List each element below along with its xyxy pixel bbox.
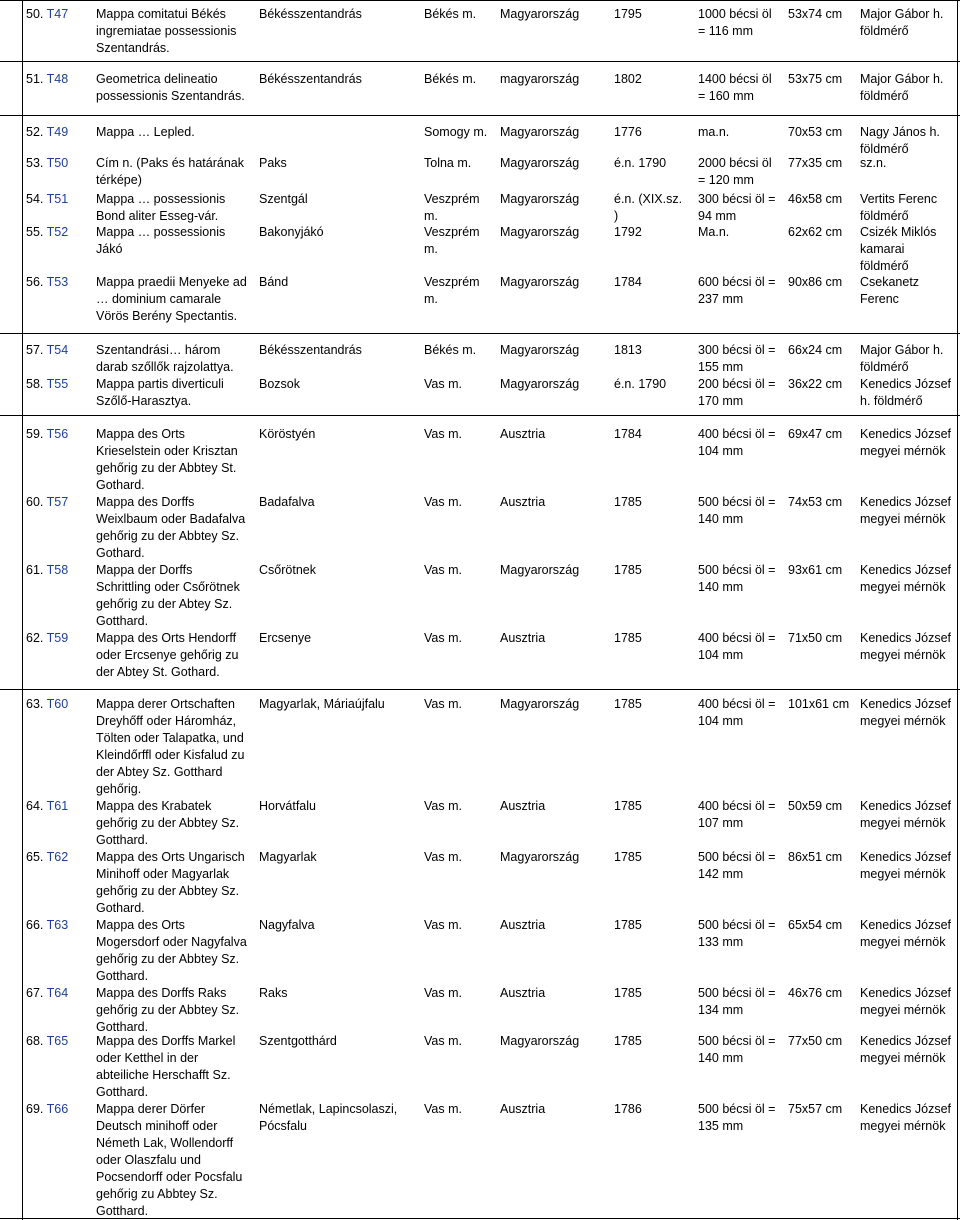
- cell-map-title: Mappa partis diverticuli Szőlő-Harasztya.: [96, 377, 224, 408]
- cell-year: 1802: [614, 72, 642, 86]
- cell-map-title: Mappa des Orts Hendorff oder Ercsenye gehőrig zu der Abtey St. Gothard.: [96, 631, 239, 679]
- cell-country: Magyarország: [500, 697, 580, 711]
- catalog-id: T62: [46, 850, 69, 864]
- cell-author: Kenedics József megyei mérnök: [860, 427, 952, 458]
- cell-scale: 500 bécsi öl = 142 mm: [698, 850, 776, 881]
- cell-country: Magyarország: [500, 343, 580, 357]
- cell-scale: 500 bécsi öl = 140 mm: [698, 1034, 776, 1065]
- catalog-id: T63: [46, 918, 69, 932]
- cell-map-size: 90x86 cm: [788, 275, 843, 289]
- cell-map-size: 53x74 cm: [788, 7, 843, 21]
- cell-place: Bánd: [259, 275, 289, 289]
- cell-year: 1785: [614, 986, 642, 1000]
- cell-map-title: Mappa derer Ortschaften Dreyhőff oder Háromház, Tölten oder Talapatka, und Kleindőrffl oder Kisfalud zu der Abtey Sz. Gotthard gehőrig.: [96, 697, 245, 796]
- cell-place: Nagyfalva: [259, 918, 315, 932]
- cell-place: Badafalva: [259, 495, 315, 509]
- cell-map-size: 66x24 cm: [788, 343, 843, 357]
- cell-year: 1792: [614, 225, 642, 239]
- catalog-id: T49: [46, 125, 69, 139]
- cell-county: Vas m.: [424, 1102, 462, 1116]
- cell-county: Vas m.: [424, 850, 462, 864]
- row-number: 62.: [26, 631, 44, 645]
- cell-place: Bozsok: [259, 377, 300, 391]
- cell-country: Ausztria: [500, 986, 546, 1000]
- cell-map-size: 70x53 cm: [788, 125, 843, 139]
- catalog-id: T55: [46, 377, 69, 391]
- cell-year: 1785: [614, 495, 642, 509]
- cell-author: Kenedics József megyei mérnök: [860, 1034, 952, 1065]
- cell-scale: 300 bécsi öl = 94 mm: [698, 192, 776, 223]
- cell-map-size: 65x54 cm: [788, 918, 843, 932]
- cell-number: [26, 274, 96, 291]
- cell-scale: 400 bécsi öl = 104 mm: [698, 427, 776, 458]
- cell-county: Békés m.: [424, 7, 477, 21]
- row-number: 54.: [26, 192, 44, 206]
- cell-year: 1785: [614, 563, 642, 577]
- cell-number: [26, 426, 96, 443]
- cell-year: 1785: [614, 850, 642, 864]
- cell-author: Major Gábor h. földmérő: [860, 343, 944, 374]
- cell-country: Ausztria: [500, 1102, 546, 1116]
- cell-map-size: 69x47 cm: [788, 427, 843, 441]
- cell-scale: 500 bécsi öl = 134 mm: [698, 986, 776, 1017]
- row-number: 58.: [26, 377, 44, 391]
- cell-county: Békés m.: [424, 72, 477, 86]
- row-number: 51.: [26, 72, 44, 86]
- cell-map-title: Mappa comitatui Békés ingremiatae possessionis Szentandrás.: [96, 7, 237, 55]
- cell-author: Csizék Miklós kamarai földmérő: [860, 225, 937, 273]
- cell-place: Paks: [259, 156, 287, 170]
- cell-place: Raks: [259, 986, 288, 1000]
- cell-scale: 500 bécsi öl = 140 mm: [698, 563, 776, 594]
- cell-county: Somogy m.: [424, 125, 488, 139]
- cell-country: Magyarország: [500, 1034, 580, 1048]
- catalog-id: T48: [46, 72, 69, 86]
- cell-map-title: Mappa des Krabatek gehőrig zu der Abbtey Sz. Gotthard.: [96, 799, 240, 847]
- cell-author: Kenedics József megyei mérnök: [860, 850, 952, 881]
- row-number: 69.: [26, 1102, 44, 1116]
- cell-author: sz.n.: [860, 156, 887, 170]
- cell-map-size: 93x61 cm: [788, 563, 843, 577]
- cell-country: Magyarország: [500, 156, 580, 170]
- cell-year: 1785: [614, 799, 642, 813]
- cell-county: Veszprém m.: [424, 275, 480, 306]
- cell-year: é.n. (XIX.sz. ): [614, 192, 683, 223]
- cell-map-title: Mappa des Dorffs Raks gehőrig zu der Abbtey Sz. Gotthard.: [96, 986, 240, 1034]
- cell-county: Vas m.: [424, 1034, 462, 1048]
- cell-number: [26, 224, 96, 241]
- cell-country: Ausztria: [500, 631, 546, 645]
- cell-place: Bakonyjákó: [259, 225, 324, 239]
- cell-map-size: 77x35 cm: [788, 156, 843, 170]
- cell-country: Magyarország: [500, 192, 580, 206]
- cell-county: Vas m.: [424, 918, 462, 932]
- cell-map-title: Mappa des Orts Ungarisch Minihoff oder Magyarlak gehőrig zu der Abbtey Sz. Gothard.: [96, 850, 245, 915]
- cell-author: Kenedics József h. földmérő: [860, 377, 952, 408]
- cell-county: Tolna m.: [424, 156, 472, 170]
- table-border-top: [0, 0, 960, 1]
- row-number: 50.: [26, 7, 44, 21]
- cell-number: [26, 630, 96, 647]
- cell-scale: 1400 bécsi öl = 160 mm: [698, 72, 772, 103]
- row-number: 53.: [26, 156, 44, 170]
- cell-year: 1784: [614, 427, 642, 441]
- cell-number: [26, 71, 96, 88]
- cell-scale: 500 bécsi öl = 135 mm: [698, 1102, 776, 1133]
- cell-number: [26, 917, 96, 934]
- cell-place: Németlak, Lapincsolaszi, Pócsfalu: [259, 1102, 398, 1133]
- cell-number: [26, 155, 96, 172]
- cell-year: 1795: [614, 7, 642, 21]
- row-number: 56.: [26, 275, 44, 289]
- row-number: 60.: [26, 495, 44, 509]
- row-number: 61.: [26, 563, 44, 577]
- cell-map-title: Mappa … Lepled.: [96, 125, 195, 139]
- cell-place: Békésszentandrás: [259, 72, 362, 86]
- cell-country: Magyarország: [500, 563, 580, 577]
- cell-author: Vertits Ferenc földmérő: [860, 192, 938, 223]
- cell-map-title: Mappa praedii Menyeke ad … dominium camarale Vörös Berény Spectantis.: [96, 275, 247, 323]
- cell-county: Vas m.: [424, 427, 462, 441]
- cell-place: Horvátfalu: [259, 799, 316, 813]
- cell-map-title: Mappa … possessionis Jákó: [96, 225, 226, 256]
- cell-country: Magyarország: [500, 377, 580, 391]
- cell-number: [26, 696, 96, 713]
- cell-county: Vas m.: [424, 631, 462, 645]
- cell-place: Szentgotthárd: [259, 1034, 337, 1048]
- catalog-id: T51: [46, 192, 69, 206]
- cell-scale: ma.n.: [698, 125, 730, 139]
- catalog-id: T66: [46, 1102, 69, 1116]
- cell-year: 1785: [614, 697, 642, 711]
- cell-year: 1776: [614, 125, 642, 139]
- cell-county: Vas m.: [424, 986, 462, 1000]
- cell-map-title: Szentandrási… három darab szőllők rajzolattya.: [96, 343, 234, 374]
- cell-year: 1785: [614, 631, 642, 645]
- cell-map-size: 36x22 cm: [788, 377, 843, 391]
- cell-number: [26, 985, 96, 1002]
- cell-number: [26, 1033, 96, 1050]
- cell-place: Magyarlak: [259, 850, 317, 864]
- cell-map-size: 74x53 cm: [788, 495, 843, 509]
- catalog-id: T58: [46, 563, 69, 577]
- cell-map-title: Cím n. (Paks és határának térképe): [96, 156, 244, 187]
- row-number: 55.: [26, 225, 44, 239]
- cell-number: [26, 191, 96, 208]
- cell-scale: 1000 bécsi öl = 116 mm: [698, 7, 772, 38]
- cell-scale: 2000 bécsi öl = 120 mm: [698, 156, 772, 187]
- row-number: 65.: [26, 850, 44, 864]
- cell-county: Veszprém m.: [424, 192, 480, 223]
- cell-county: Vas m.: [424, 377, 462, 391]
- cell-map-size: 71x50 cm: [788, 631, 843, 645]
- cell-author: Nagy János h. földmérő: [860, 125, 940, 156]
- cell-country: Ausztria: [500, 495, 546, 509]
- cell-county: Vas m.: [424, 799, 462, 813]
- cell-year: 1785: [614, 1034, 642, 1048]
- cell-author: Kenedics József megyei mérnök: [860, 918, 952, 949]
- cell-country: Magyarország: [500, 7, 580, 21]
- cell-author: Major Gábor h. földmérő: [860, 72, 944, 103]
- cell-place: Békésszentandrás: [259, 343, 362, 357]
- cell-map-size: 62x62 cm: [788, 225, 843, 239]
- cell-author: Csekanetz Ferenc: [860, 275, 920, 306]
- cell-place: Békésszentandrás: [259, 7, 362, 21]
- cell-place: Ercsenye: [259, 631, 312, 645]
- cell-year: 1813: [614, 343, 642, 357]
- row-number: 64.: [26, 799, 44, 813]
- cell-number: [26, 798, 96, 815]
- catalog-id: T52: [46, 225, 69, 239]
- cell-country: Magyarország: [500, 275, 580, 289]
- cell-county: Veszprém m.: [424, 225, 480, 256]
- cell-author: Kenedics József megyei mérnök: [860, 697, 952, 728]
- cell-number: [26, 1101, 96, 1118]
- cell-number: [26, 124, 96, 141]
- catalog-id: T53: [46, 275, 69, 289]
- table-border-left: [22, 0, 23, 1220]
- cell-author: Kenedics József megyei mérnök: [860, 631, 952, 662]
- cell-author: Kenedics József megyei mérnök: [860, 563, 952, 594]
- cell-map-size: 46x76 cm: [788, 986, 843, 1000]
- cell-map-title: Mappa … possessionis Bond aliter Esseg-vár.: [96, 192, 226, 223]
- row-divider: [0, 333, 960, 334]
- catalog-id: T65: [46, 1034, 69, 1048]
- cell-country: Ausztria: [500, 427, 546, 441]
- cell-place: Köröstyén: [259, 427, 316, 441]
- cell-map-title: Mappa des Orts Krieselstein oder Krisztan gehőrig zu der Abbtey St. Gothard.: [96, 427, 238, 492]
- cell-number: [26, 6, 96, 23]
- cell-map-title: Mappa derer Dörfer Deutsch minihoff oder Németh Lak, Wollendorff oder Olaszfalu und Pocsendorff oder Pocsfalu gehőrig zu Abbtey Sz. Gotthard.: [96, 1102, 243, 1218]
- cell-scale: Ma.n.: [698, 225, 730, 239]
- row-divider: [0, 61, 960, 62]
- cell-county: Békés m.: [424, 343, 477, 357]
- cell-scale: 500 bécsi öl = 140 mm: [698, 495, 776, 526]
- cell-place: Magyarlak, Máriaújfalu: [259, 697, 385, 711]
- cell-scale: 400 bécsi öl = 104 mm: [698, 697, 776, 728]
- catalog-id: T60: [46, 697, 69, 711]
- cell-year: 1784: [614, 275, 642, 289]
- cell-scale: 200 bécsi öl = 170 mm: [698, 377, 776, 408]
- row-divider: [0, 415, 960, 416]
- row-number: 52.: [26, 125, 44, 139]
- cell-map-size: 53x75 cm: [788, 72, 843, 86]
- cell-author: Kenedics József megyei mérnök: [860, 799, 952, 830]
- cell-number: [26, 342, 96, 359]
- catalog-id: T59: [46, 631, 69, 645]
- catalog-id: T54: [46, 343, 69, 357]
- cell-year: 1785: [614, 918, 642, 932]
- cell-place: Szentgál: [259, 192, 308, 206]
- cell-number: [26, 494, 96, 511]
- catalog-id: T64: [46, 986, 69, 1000]
- cell-country: Ausztria: [500, 799, 546, 813]
- cell-scale: 400 bécsi öl = 107 mm: [698, 799, 776, 830]
- cell-county: Vas m.: [424, 697, 462, 711]
- cell-country: magyarország: [500, 72, 580, 86]
- cell-map-size: 101x61 cm: [788, 697, 850, 711]
- cell-number: [26, 849, 96, 866]
- cell-country: Magyarország: [500, 125, 580, 139]
- row-divider: [0, 689, 960, 690]
- cell-place: Csőrötnek: [259, 563, 316, 577]
- cell-map-title: Mappa des Dorffs Markel oder Ketthel in der abteiliche Herschafft Sz. Gotthard.: [96, 1034, 236, 1099]
- cell-country: Ausztria: [500, 918, 546, 932]
- cell-map-size: 77x50 cm: [788, 1034, 843, 1048]
- cell-author: Kenedics József megyei mérnök: [860, 1102, 952, 1133]
- row-number: 66.: [26, 918, 44, 932]
- cell-country: Magyarország: [500, 225, 580, 239]
- cell-map-title: Mappa des Dorffs Weixlbaum oder Badafalva gehőrig zu der Abbtey Sz. Gothard.: [96, 495, 246, 560]
- cell-map-size: 50x59 cm: [788, 799, 843, 813]
- cell-map-title: Mappa des Orts Mogersdorf oder Nagyfalva gehőrig zu der Abbtey Sz. Gotthard.: [96, 918, 247, 983]
- row-number: 67.: [26, 986, 44, 1000]
- cell-map-title: Mappa der Dorffs Schrittling oder Csőrötnek gehőrig zu der Abtey Sz. Gotthard.: [96, 563, 240, 628]
- row-number: 57.: [26, 343, 44, 357]
- catalog-id: T57: [46, 495, 69, 509]
- cell-year: é.n. 1790: [614, 377, 667, 391]
- cell-author: Kenedics József megyei mérnök: [860, 495, 952, 526]
- row-number: 63.: [26, 697, 44, 711]
- cell-map-size: 46x58 cm: [788, 192, 843, 206]
- cell-author: Major Gábor h. földmérő: [860, 7, 944, 38]
- cell-map-size: 75x57 cm: [788, 1102, 843, 1116]
- cell-country: Magyarország: [500, 850, 580, 864]
- cell-map-title: Geometrica delineatio possessionis Szentandrás.: [96, 72, 245, 103]
- catalog-id: T56: [46, 427, 69, 441]
- catalog-id: T50: [46, 156, 69, 170]
- cell-scale: 300 bécsi öl = 155 mm: [698, 343, 776, 374]
- cell-county: Vas m.: [424, 495, 462, 509]
- cell-year: é.n. 1790: [614, 156, 667, 170]
- cell-scale: 400 bécsi öl = 104 mm: [698, 631, 776, 662]
- cell-map-size: 86x51 cm: [788, 850, 843, 864]
- catalog-id: T61: [46, 799, 69, 813]
- cell-county: Vas m.: [424, 563, 462, 577]
- row-number: 68.: [26, 1034, 44, 1048]
- cell-author: Kenedics József megyei mérnök: [860, 986, 952, 1017]
- cell-number: [26, 376, 96, 393]
- catalog-id: T47: [46, 7, 69, 21]
- cell-year: 1786: [614, 1102, 642, 1116]
- row-divider: [0, 115, 960, 116]
- cell-scale: 600 bécsi öl = 237 mm: [698, 275, 776, 306]
- cell-number: [26, 562, 96, 579]
- cell-scale: 500 bécsi öl = 133 mm: [698, 918, 776, 949]
- row-number: 59.: [26, 427, 44, 441]
